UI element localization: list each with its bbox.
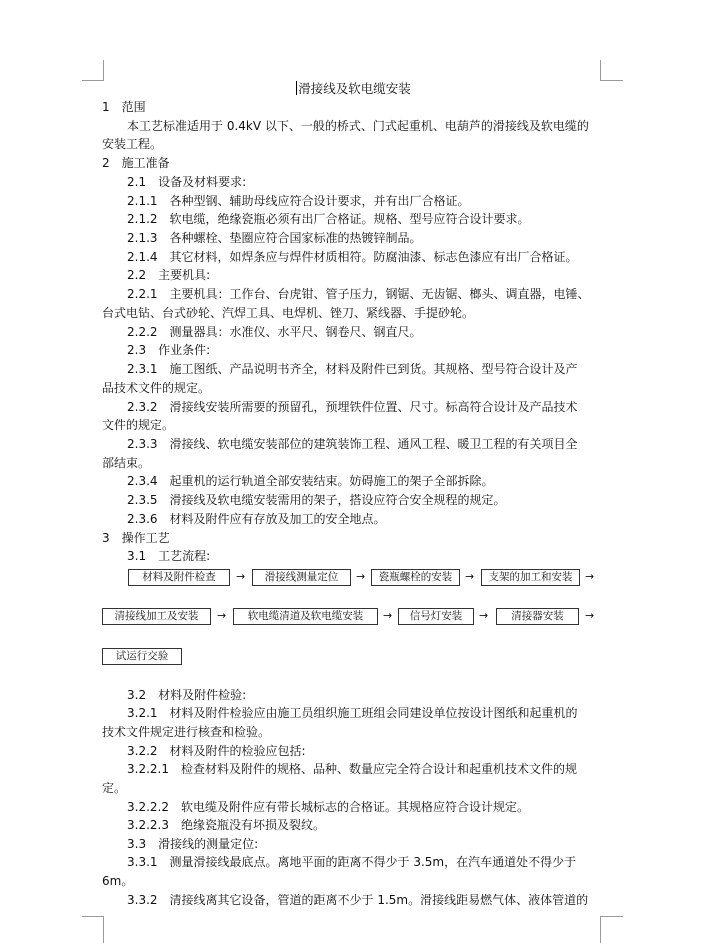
paragraph-line: 2.3.4 起重机的运行轨道全部安装结束。妨碍施工的架子全部拆除。	[127, 474, 494, 488]
subheading: 3.3 滑接线的测量定位:	[127, 837, 259, 851]
paragraph-line: 安装工程。	[102, 137, 163, 151]
flow-step: 试运行交验	[102, 648, 182, 665]
flow-step: 信号灯安装	[398, 608, 474, 625]
crop-mark-bottom-right	[600, 916, 623, 943]
paragraph-line: 2.1.1 各种型钢、辅助母线应符合设计要求，并有出厂合格证。	[127, 194, 470, 208]
flow-step: 滑接线测量定位	[252, 569, 351, 586]
subheading: 3.2 材料及附件检验:	[127, 688, 247, 702]
paragraph-line: 2.1.2 软电缆，绝缘瓷瓶必须有出厂合格证。规格、型号应符合设计要求。	[127, 212, 530, 226]
paragraph-line: 本工艺标准适用于 0.4kV 以下、一般的桥式、门式起重机、电葫芦的滑接线及软电缆的	[127, 119, 589, 133]
flow-arrow: →	[585, 570, 595, 583]
paragraph-line: 3.3.1 测量滑接线最底点。离地平面的距离不得少于 3.5m，在汽车通道处不得少于	[127, 855, 577, 869]
document-title	[0, 80, 707, 98]
paragraph-line: 文件的规定。	[102, 418, 175, 432]
paragraph-line: 3.2.2.1 检查材料及附件的规格、品种、数量应完全符合设计和起重机技术文件的规	[127, 762, 577, 776]
heading-scope: 1 范围	[102, 100, 146, 114]
paragraph-line: 2.3.3 滑接线、软电缆安装部位的建筑装饰工程、通风工程、暖卫工程的有关项目全	[127, 437, 578, 451]
heading-preparation: 2 施工准备	[102, 156, 170, 170]
paragraph-line: 2.3.6 材料及附件应有存放及加工的安全地点。	[127, 512, 386, 526]
flow-arrow: →	[356, 570, 366, 583]
paragraph-line: 3.2.2 材料及附件的检验应包括:	[127, 744, 306, 758]
paragraph-line: 2.1.4 其它材料，如焊条应与焊件材质相符。防腐油漆、标志色漆应有出厂合格证。	[127, 250, 578, 264]
flow-step: 软电缆清道及软电缆安装	[233, 608, 378, 625]
paragraph-line: 2.3.5 滑接线及软电缆安装需用的架子，搭设应符合安全规程的规定。	[127, 493, 506, 507]
subheading: 2.2 主要机具:	[127, 268, 211, 282]
paragraph-line: 2.3.2 滑接线安装所需要的预留孔，预埋铁件位置、尺寸。标高符合设计及产品技术	[127, 400, 578, 414]
subheading: 2.3 作业条件:	[127, 343, 211, 357]
subheading: 2.1 设备及材料要求:	[127, 175, 247, 189]
paragraph-line: 3.2.2.2 软电缆及附件应有带长城标志的合格证。其规格应符合设计规定。	[127, 800, 529, 814]
flow-step: 材料及附件检查	[128, 569, 230, 586]
flow-step: 支架的加工和安装	[481, 569, 580, 586]
paragraph-line: 3.2.2.3 绝缘瓷瓶没有坏损及裂纹。	[127, 818, 325, 832]
flow-step: 瓷瓶螺栓的安装	[371, 569, 460, 586]
paragraph-line: 6m。	[102, 874, 134, 888]
crop-mark-bottom-left	[82, 916, 104, 943]
flow-arrow: →	[479, 609, 489, 622]
paragraph-line: 2.1.3 各种螺栓、垫圈应符合国家标准的热镀锌制品。	[127, 231, 422, 245]
paragraph-line: 2.3.1 施工图纸、产品说明书齐全，材料及附件已到货。其规格、型号符合设计及产	[127, 362, 578, 376]
flow-arrow: →	[383, 609, 393, 622]
flow-arrow: →	[585, 609, 595, 622]
paragraph-line: 3.2.1 材料及附件检验应由施工员组织施工班组会同建设单位按设计图纸和起重机的	[127, 706, 578, 720]
paragraph-line: 技术文件规定进行核查和检验。	[102, 725, 271, 739]
crop-mark-top-right	[600, 60, 623, 81]
crop-mark-top-left	[82, 60, 104, 81]
paragraph-line: 2.2.1 主要机具：工作台、台虎钳、管子压力，钢锯、无齿锯、榔头、调直器，电锤、	[127, 287, 590, 301]
flow-step: 清接线加工及安装	[102, 608, 211, 625]
heading-operation: 3 操作工艺	[102, 531, 170, 545]
paragraph-line: 品技术文件的规定。	[102, 381, 211, 395]
flow-step: 清接器安装	[496, 608, 579, 625]
paragraph-line: 2.2.2 测量器具：水准仪、水平尺、钢卷尺、钢直尺。	[127, 325, 422, 339]
document-title-text: 滑接线及软电缆安装	[298, 81, 411, 96]
paragraph-line: 部结束。	[102, 456, 151, 470]
paragraph-line: 3.3.2 清接线离其它设备，管道的距离不少于 1.5m。滑接线距易燃气体、液体管道的	[127, 893, 589, 907]
subheading: 3.1 工艺流程:	[127, 549, 211, 563]
paragraph-line: 定。	[102, 781, 127, 795]
paragraph-line: 台式电钻、台式砂轮、汽焊工具、电焊机、锉刀、紧线器、手提砂轮。	[102, 306, 475, 320]
flow-arrow: →	[465, 570, 475, 583]
flow-arrow: →	[217, 609, 227, 622]
flow-arrow: →	[236, 570, 246, 583]
